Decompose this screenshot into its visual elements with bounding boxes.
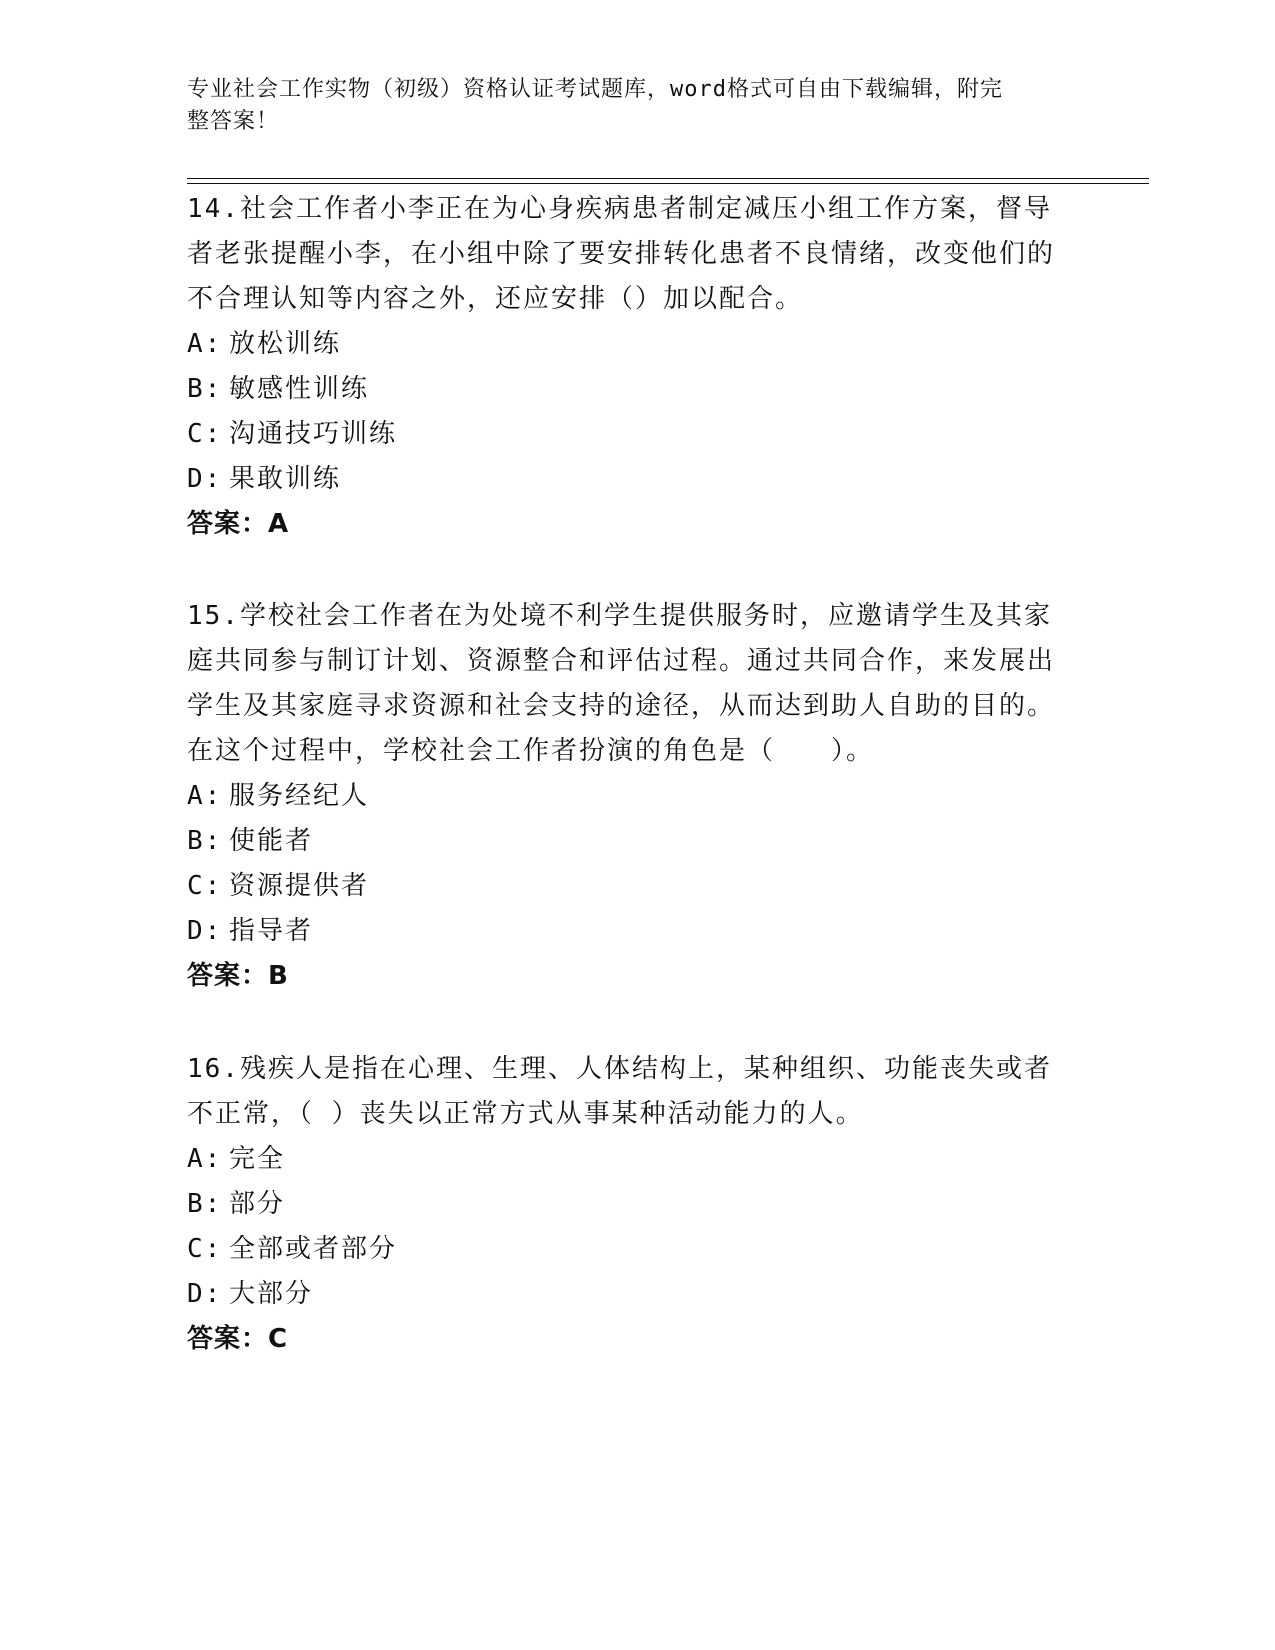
- option-letter: C:: [187, 419, 223, 449]
- option-text: 资源提供者: [229, 871, 370, 901]
- question-stem: 16.残疾人是指在心理、生理、人体结构上，某种组织、功能丧失或者不正常，（ ）丧失以正常方式从事某种活动能力的人。: [187, 1054, 1052, 1129]
- option-letter: C:: [187, 871, 223, 901]
- header-divider: [187, 178, 1149, 184]
- option-d: [187, 457, 1067, 502]
- option-letter: A:: [187, 1144, 223, 1174]
- option-text: 使能者: [229, 826, 314, 856]
- option-c: [187, 412, 1067, 457]
- option-text: 全部或者部分: [229, 1234, 398, 1264]
- option-text: 大部分: [229, 1279, 314, 1309]
- option-b: [187, 1182, 1067, 1227]
- option-b: [187, 819, 1067, 864]
- header-line-1: 专业社会工作实物（初级）资格认证考试题库，word格式可自由下载编辑，附完: [187, 77, 1003, 102]
- option-text: 放松训练: [229, 329, 342, 359]
- option-letter: C:: [187, 1234, 223, 1264]
- question-15: [187, 594, 1067, 999]
- question-stem: 14.社会工作者小李正在为心身疾病患者制定减压小组工作方案，督导者老张提醒小李，在小组中除了要安排转化患者不良情绪，改变他们的不合理认知等内容之外，还应安排（）加以配合。: [187, 194, 1056, 314]
- header-line-2: 整答案！: [187, 109, 280, 134]
- option-a: [187, 774, 1067, 819]
- option-c: [187, 1227, 1067, 1272]
- option-letter: A:: [187, 781, 223, 811]
- option-text: 敏感性训练: [229, 374, 370, 404]
- option-letter: B:: [187, 826, 223, 856]
- answer-line: 答案：B: [187, 961, 289, 991]
- option-text: 服务经纪人: [229, 781, 370, 811]
- option-text: 沟通技巧训练: [229, 419, 398, 449]
- option-b: [187, 367, 1067, 412]
- question-16: [187, 1047, 1067, 1362]
- option-text: 部分: [229, 1189, 286, 1219]
- option-text: 果敢训练: [229, 464, 342, 494]
- option-text: 完全: [229, 1144, 286, 1174]
- option-d: [187, 909, 1067, 954]
- option-a: [187, 322, 1067, 367]
- option-letter: D:: [187, 464, 223, 494]
- question-stem: 15.学校社会工作者在为处境不利学生提供服务时，应邀请学生及其家庭共同参与制订计划、资源整合和评估过程。通过共同合作，来发展出学生及其家庭寻求资源和社会支持的途径，从而达到助人自助的目的。在这个过程中，学校社会工作者扮演的角色是（ ）。: [187, 601, 1056, 766]
- option-letter: D:: [187, 1279, 223, 1309]
- option-letter: B:: [187, 1189, 223, 1219]
- option-a: [187, 1137, 1067, 1182]
- option-c: [187, 864, 1067, 909]
- answer-line: 答案：C: [187, 1324, 289, 1354]
- option-text: 指导者: [229, 916, 314, 946]
- option-d: [187, 1272, 1067, 1317]
- question-14: [187, 187, 1067, 547]
- answer-line: 答案：A: [187, 509, 290, 539]
- option-letter: B:: [187, 374, 223, 404]
- option-letter: D:: [187, 916, 223, 946]
- option-letter: A:: [187, 329, 223, 359]
- document-header: [187, 74, 1067, 138]
